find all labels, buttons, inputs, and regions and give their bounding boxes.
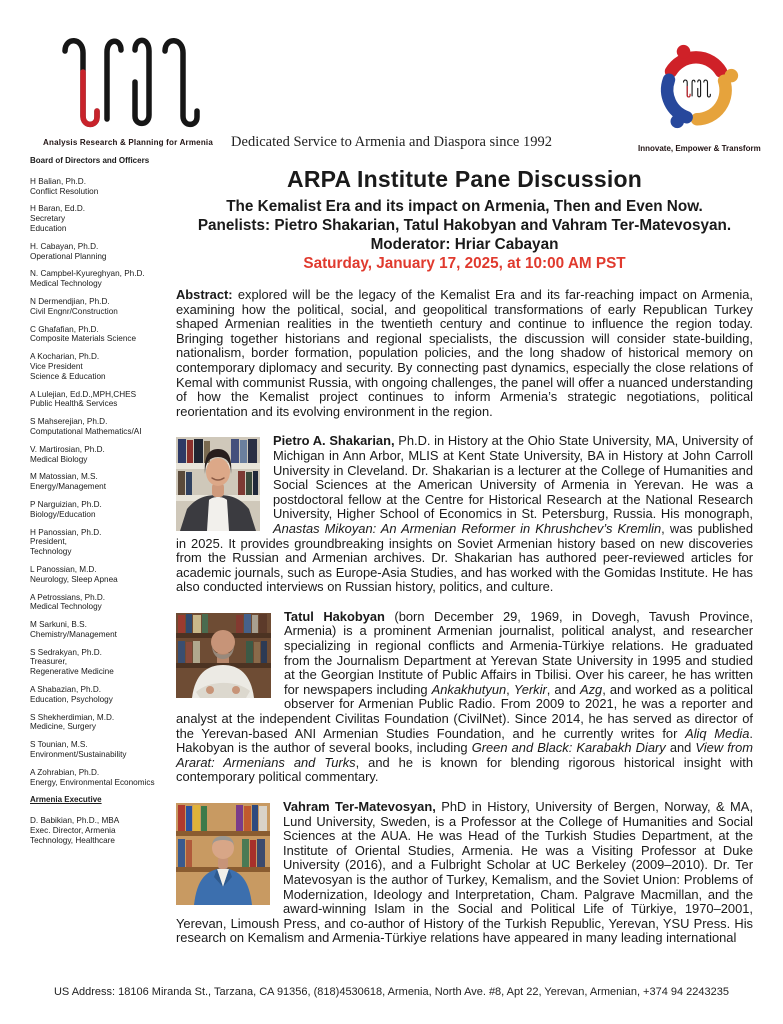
board-member-role: Medical Technology	[30, 279, 102, 289]
armenia-executive-list	[30, 816, 172, 845]
board-member-role: Conflict Resolution	[30, 186, 99, 196]
arpa-emblem	[638, 34, 761, 153]
board-member-name: S Sedrakyan, Ph.D.	[30, 647, 102, 657]
board-member	[30, 325, 172, 345]
emblem-gold-head	[725, 69, 739, 83]
board-member	[30, 204, 172, 233]
board-member	[30, 242, 172, 262]
board-member-name: N Dermendjian, Ph.D.	[30, 296, 110, 306]
footer-address: US Address: 18106 Miranda St., Tarzana, CA 91356, (818)4530618, Armenia, North Ave. #8, Apt 22, Yerevan, Armenian, +374 94 2243235	[53, 986, 730, 998]
board-member-role: Energy/Management	[30, 482, 107, 492]
board-member-list	[30, 177, 172, 788]
board-member-name: L Panossian, M.D.	[30, 564, 97, 574]
bio-text-pietro: Pietro A. Shakarian, Ph.D. in History at the Ohio State University, MA, University of Michigan in Ann Arbor, MLIS at Kent State University, BA in History at John Carroll University in Cleveland. Dr. Shakarian is a lecturer at the College of Humanities and Social Sciences at the American University of Armenia in Yerevan. He was a postdoctoral fellow at the Centre for Historical Research at the National Research University, Higher School of Economics in St. Petersburg, Russia. His monograph, Anastas Mikoyan: An Armenian Reformer in Khrushchev’s Kremlin, was published in 2025. It provides groundbreaking insights on Soviet Armenian history based on new discoveries from the Russian and Armenian archives. Dr. Shakarian has authored peer-reviewed articles for academic journals, such as Europe-Asia Studies, and has worked with the Gomidas Institute. He has also conducted interviews on Russian history, politics, and culture.	[176, 433, 753, 595]
board-member	[30, 713, 172, 733]
event-panelists: Panelists: Pietro Shakarian, Tatul Hakobyan and Vahram Ter-Matevosyan.	[197, 217, 732, 234]
board-member-role: Computational Mathematics/AI	[30, 426, 142, 436]
executive-member-role: Exec. Director, Armenia Technology, Healthcare	[30, 826, 116, 845]
event-datetime: Saturday, January 17, 2025, at 10:00 AM PST	[303, 255, 626, 272]
board-member-name: H. Cabayan, Ph.D.	[30, 241, 99, 251]
board-member	[30, 390, 172, 410]
bio-text-tatul: Tatul Hakobyan (born December 29, 1969, in Dovegh, Tavush Province, Armenia) is a prominent Armenian journalist, political analyst, and researcher specializing in regional conflicts and Armenia-Türkiye relations. He graduated from the Journalism Department at Yerevan State University in 1995 and studied at the Georgian Institute of Public Affairs in Tbilisi. Over his career, he has written for newspapers including Ankakhutyun, Yerkir, and Azg, and worked as a political observer for Armenian Public Radio. From 2009 to 2021, he was a reporter and analyst at the independent Civilitas Foundation (CivilNet). Since 2014, he has served as director of the Yerevan-based ANI Armenian Studies Foundation, and he currently writes for Aliq Media. Hakobyan is the author of several books, including Green and Black: Karabakh Diary and View from Ararat: Armenians and Turks, and he is known for blending rigorous historical insight with contemporary political commentary.	[176, 608, 754, 785]
bio-pietro-shakarian	[176, 434, 753, 595]
board-member-name: S Mahserejian, Ph.D.	[30, 417, 108, 427]
board-member-role: Medical Biology	[30, 454, 88, 464]
board-member-name: M Matossian, M.S.	[30, 472, 98, 482]
board-member-name: M Sarkuni, B.S.	[30, 620, 87, 630]
board-member-role: Public Health& Services	[30, 399, 118, 409]
board-member-role: Environment/Sustainability	[30, 750, 127, 760]
arpa-logo-lettering	[48, 24, 206, 136]
board-member-name: S Tounian, M.S.	[30, 740, 88, 750]
board-member-role: Operational Planning	[30, 251, 107, 261]
board-member-role: Composite Materials Science	[30, 334, 137, 344]
board-member	[30, 177, 172, 197]
arpa-logo	[30, 24, 235, 147]
board-member	[30, 352, 172, 381]
bio-tatul-hakobyan	[176, 610, 753, 785]
main-content	[176, 166, 753, 946]
photo-tatul-hakobyan	[176, 613, 271, 698]
board-member	[30, 528, 172, 557]
arpa-emblem-tagline: Innovate, Empower & Transform	[638, 144, 761, 153]
board-member-role: Medical Technology	[30, 602, 102, 612]
board-member-role: Education, Psychology	[30, 694, 113, 704]
bio-text-vahram: Vahram Ter-Matevosyan, PhD in History, University of Bergen, Norway, & MA, Lund University, Sweden, is a Professor at the College of Humanities and Social Sciences at the AUA. He was Head of the Turkish Studies Department, at the Institute of Oriental Studies, Armenia. He was a Visiting Professor at Duke University (2016), and a Fulbright Scholar at UC Berkeley (2009–2010). Dr. Ter Matevosyan is the author of Turkey, Kemalism, and the Soviet Union: Problems of Modernization, Ideology and Interpretation, Cham. Palgrave Macmillan, and the award-winning Islam in the Social and Political Life of Türkiye, 1970–2001, Yerevan, Limoush Press, and co-author of History of the Turkish Republic, Yerevan, YSU Press. His research on Kemalism and Armenia-Türkiye relations have appeared in many leading international	[176, 799, 753, 946]
board-member	[30, 565, 172, 585]
board-member-name: V. Martirosian, Ph.D.	[30, 444, 105, 454]
board-member	[30, 648, 172, 677]
board-member	[30, 297, 172, 317]
executive-member	[30, 816, 172, 845]
board-member	[30, 472, 172, 492]
emblem-blue-head	[671, 115, 685, 129]
board-member	[30, 685, 172, 705]
board-member-name: N. Campbel-Kyureghyan, Ph.D.	[30, 269, 145, 279]
header-motto: Dedicated Service to Armenia and Diaspora since 1992	[231, 134, 552, 150]
board-member-role: Chemistry/Management	[30, 629, 117, 639]
board-member-name: A Lulejian, Ed.D.,MPH,CHES	[30, 389, 137, 399]
event-moderator: Moderator: Hriar Cabayan	[370, 236, 559, 253]
board-member-role: Secretary Education	[30, 214, 67, 233]
board-sidebar	[30, 156, 172, 854]
emblem-red-head	[677, 45, 691, 59]
board-member-name: H Balian, Ph.D.	[30, 176, 86, 186]
armenia-executive-heading: Armenia Executive	[30, 795, 102, 805]
bio-vahram-ter-matevosyan	[176, 800, 753, 946]
photo-pietro-shakarian	[176, 437, 260, 531]
board-member	[30, 740, 172, 760]
board-member-name: A Petrossians, Ph.D.	[30, 592, 106, 602]
board-member	[30, 768, 172, 788]
board-heading: Board of Directors and Officers	[30, 156, 150, 165]
arpa-logo-tagline: Analysis Research & Planning for Armenia	[43, 138, 213, 147]
board-member-role: Neurology, Sleep Apnea	[30, 574, 118, 584]
photo-vahram-ter-matevosyan	[176, 803, 270, 905]
board-member-name: A Zohrabian, Ph.D.	[30, 767, 100, 777]
board-member-role: Vice President Science & Education	[30, 361, 106, 381]
board-member-role: Biology/Education	[30, 509, 96, 519]
board-member-name: A Kocharian, Ph.D.	[30, 352, 100, 362]
board-member	[30, 445, 172, 465]
executive-member-name: D. Babikian, Ph.D., MBA	[30, 816, 120, 826]
board-member-name: H Baran, Ed.D.	[30, 204, 86, 214]
board-member-name: C Ghafafian, Ph.D.	[30, 324, 99, 334]
board-member-role: President, Technology	[30, 537, 72, 557]
board-member-name: S Shekherdimian, M.D.	[30, 712, 115, 722]
board-member	[30, 500, 172, 520]
event-subtitle: The Kemalist Era and its impact on Armenia, Then and Even Now.	[226, 198, 703, 215]
board-member-name: H Panossian, Ph.D.	[30, 527, 102, 537]
arpa-emblem-graphic	[644, 34, 748, 138]
board-member-name: A Shabazian, Ph.D.	[30, 685, 102, 695]
board-member	[30, 593, 172, 613]
board-member-role: Energy, Environmental Economics	[30, 777, 155, 787]
board-member	[30, 269, 172, 289]
board-member-role: Medicine, Surgery	[30, 722, 96, 732]
board-member	[30, 620, 172, 640]
board-member	[30, 417, 172, 437]
board-member-role: Civil Engnr/Construction	[30, 306, 118, 316]
abstract-paragraph: Abstract: explored will be the legacy of the Kemalist Era and its far-reaching impact on Armenia, examining how the political, social, and geopolitical transformations of early Republican Turkey shaped Armenian realities in the twentieth century and continue to influence the region today. Bringing together historians and regional specialists, the discussion will consider state-building, nationalism, border formation, population policies, and the long shadow of historical memory on contemporary diplomacy and security. By connecting past dynamics, especially the close relations of Kemal with communist Russia, with ongoing challenges, the panel will offer a nuanced understanding of how the Kemalist project continues to inform Armenia’s strategic negotiations, political reorientation and its evolving environment in the region.	[176, 287, 753, 419]
board-member-role: Treasurer, Regenerative Medicine	[30, 657, 114, 677]
event-title: ARPA Institute Pane Discussion	[287, 166, 642, 192]
board-member-name: P Narguizian, Ph.D.	[30, 499, 102, 509]
